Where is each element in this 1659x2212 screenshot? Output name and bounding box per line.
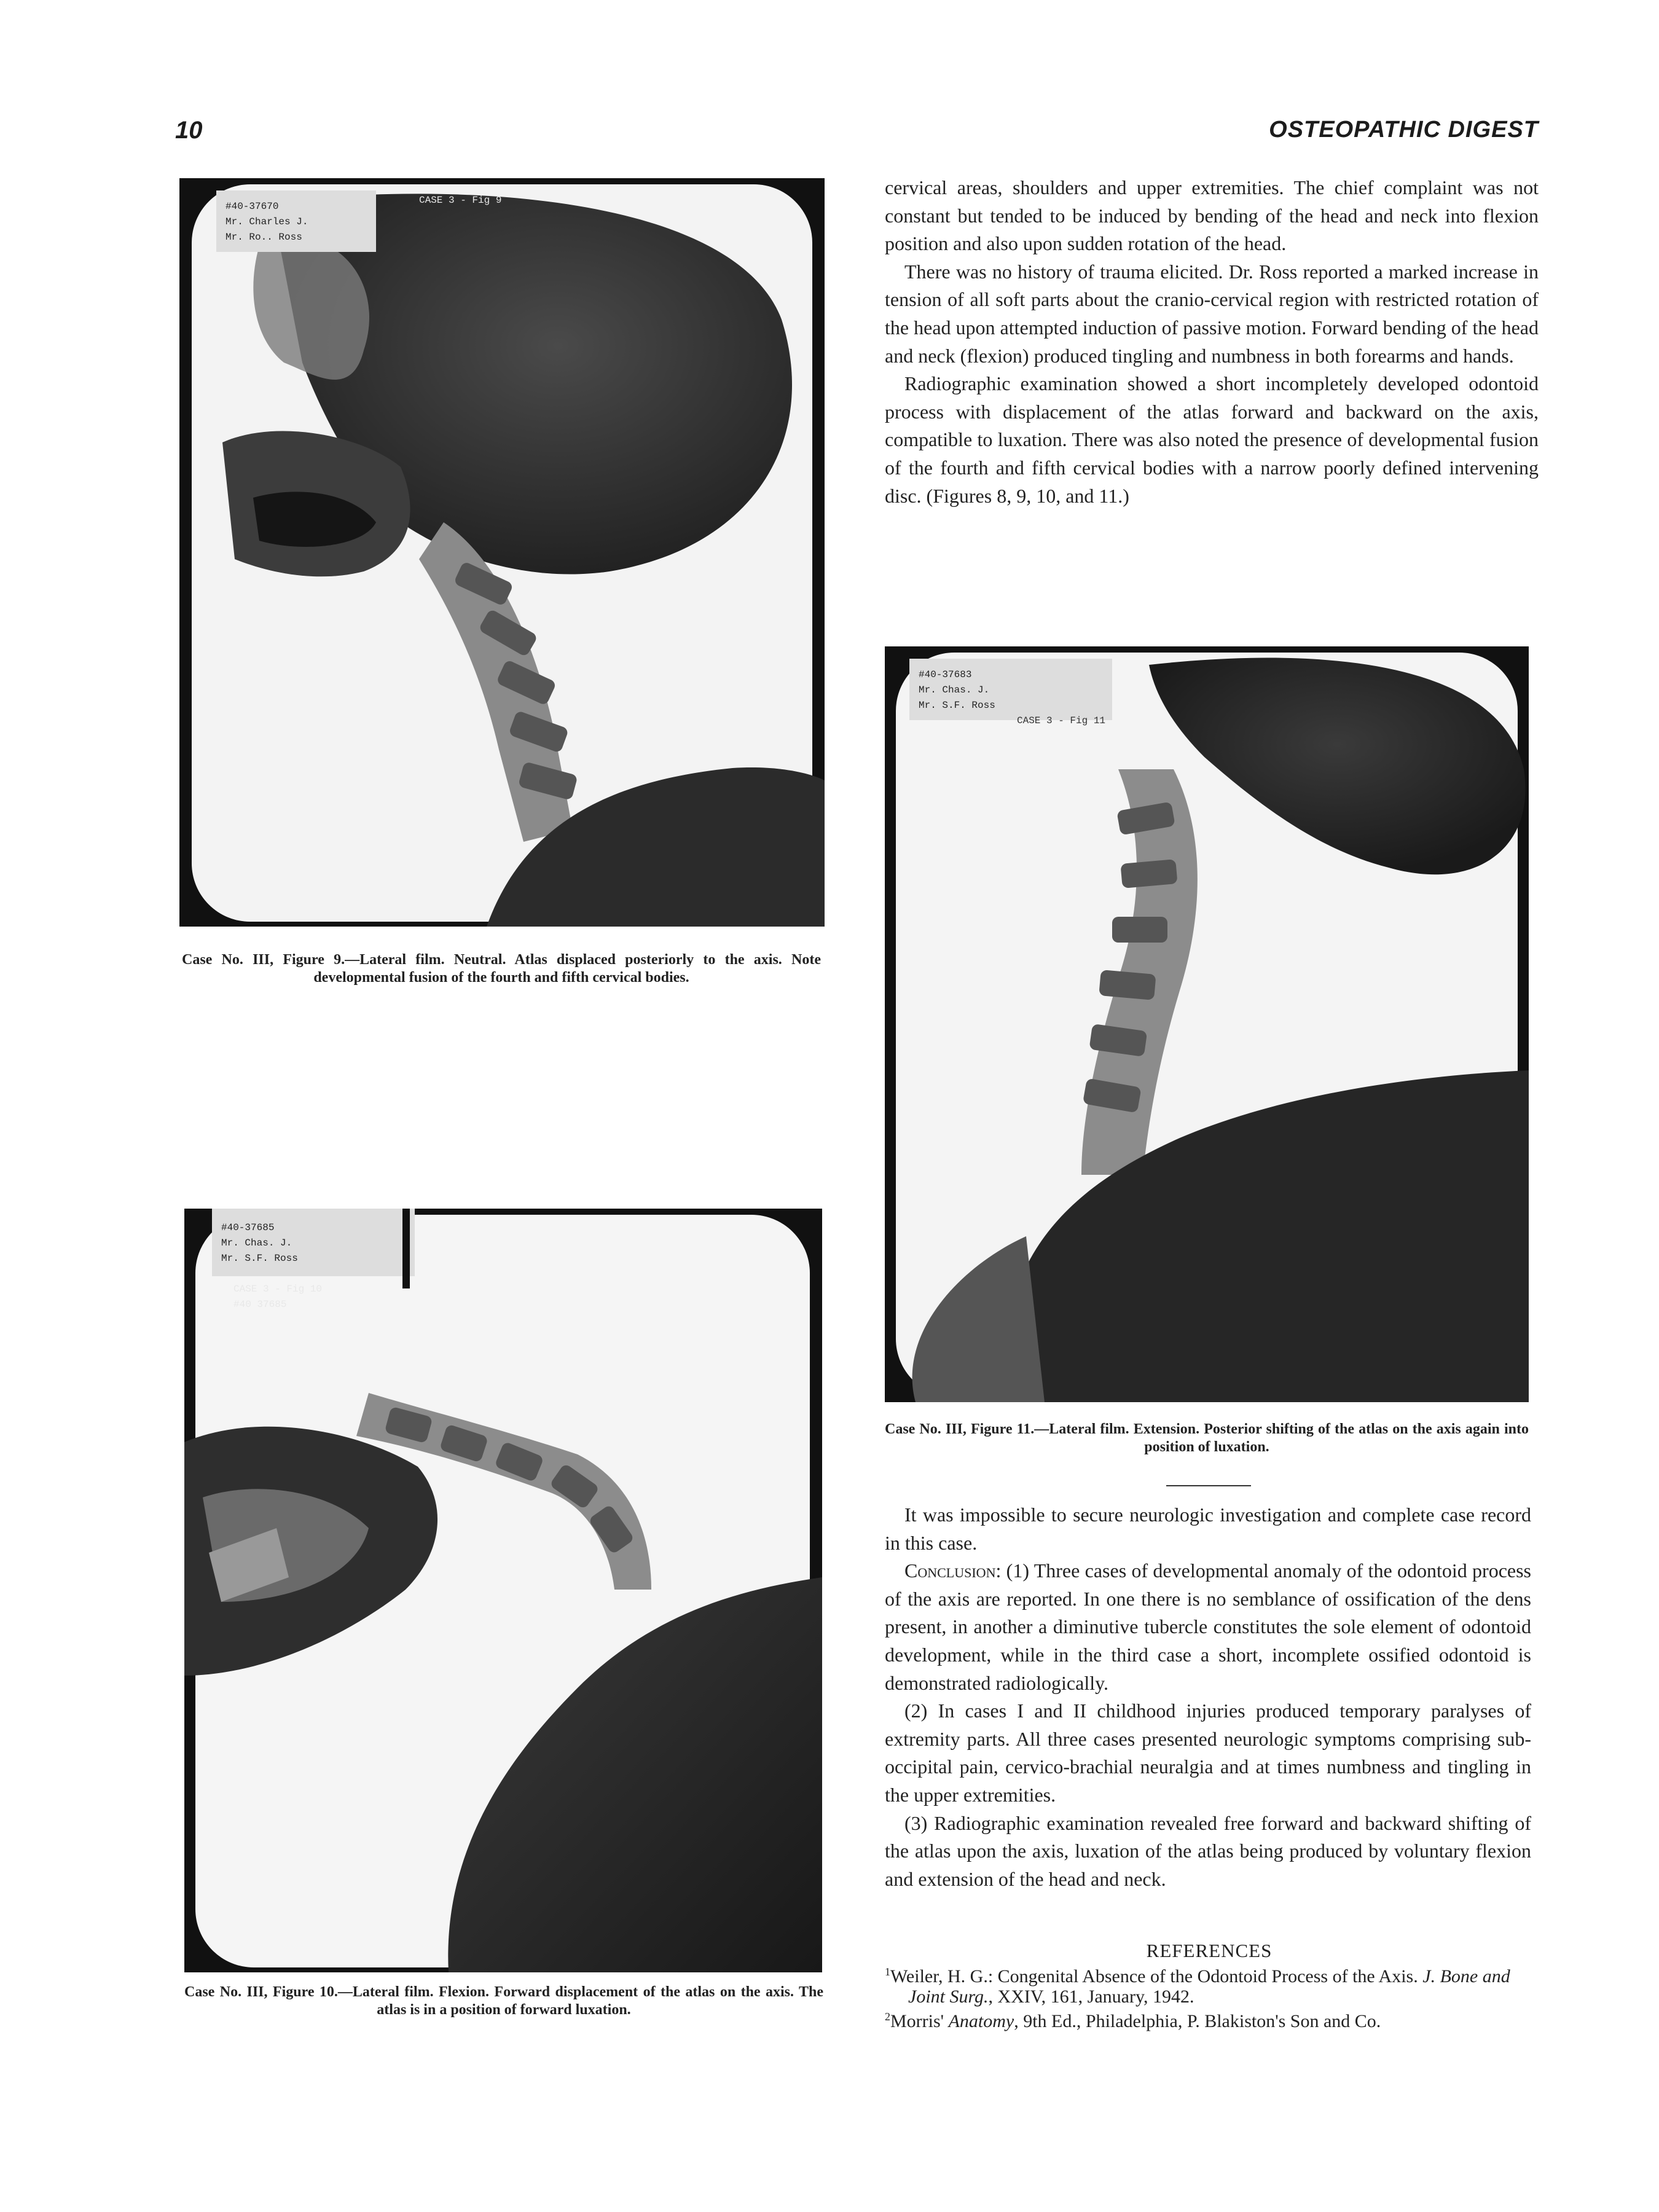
figure-11-label-line: Mr. S.F. Ross xyxy=(919,700,995,711)
paragraph: There was no history of trauma elicited. Dr. Ross reported a marked increase in tension of all soft parts about the cranio-cervical region with restricted rotation of the head upon attempted induction of passive motion. Forward bending of the head and neck (flexion) produced tingling and numbness in both forearms and hands. xyxy=(885,260,1539,367)
figure-9-label-line: Mr. Charles J. xyxy=(226,216,308,227)
figure-9-label-line: Mr. Ro.. Ross xyxy=(226,232,302,243)
figure-11-label-line: Mr. Chas. J. xyxy=(919,684,990,696)
figure-11-radiograph xyxy=(885,646,1529,1402)
running-title: OSTEOPATHIC DIGEST xyxy=(1269,117,1539,143)
page-number: 10 xyxy=(175,117,203,144)
figure-9-caption: Case No. III, Figure 9.—Lateral film. Neutral. Atlas displaced posteriorly to the axis. Note developmental fusion of the fourth and fifth cervical bodies. xyxy=(182,952,821,986)
figure-11-caption: Case No. III, Figure 11.—Lateral film. Extension. Posterior shifting of the atlas on the axis again into position of luxation. xyxy=(885,1421,1529,1455)
conclusion-paragraph xyxy=(885,1557,1531,1697)
paragraph: (3) Radiographic examination revealed free forward and backward shifting of the atlas upon the axis, luxation of the atlas being produced by voluntary flexion and extension of the head and neck. xyxy=(885,1811,1531,1890)
reference-journal: J. Bone and Joint Surg. xyxy=(908,1966,1510,2007)
figure-11-label-line: #40-37683 xyxy=(919,669,972,680)
reference-text: Weiler, H. G.: Congenital Absence of the Odontoid Process of the Axis. xyxy=(890,1966,1423,1986)
reference-text: Morris' xyxy=(890,2011,949,2031)
right-column-upper-text xyxy=(885,174,1539,510)
figure-10-label-line: #40-37685 xyxy=(221,1222,275,1233)
reference-entry xyxy=(885,2007,1534,2031)
reference-text: , XXIV, 161, January, 1942. xyxy=(988,1986,1194,2007)
section-divider xyxy=(1166,1485,1251,1486)
figure-11-marker: CASE 3 - Fig 11 xyxy=(1017,715,1106,726)
references xyxy=(885,1940,1534,2031)
figure-10-label-line: Mr. Chas. J. xyxy=(221,1237,292,1249)
reference-number: 1 xyxy=(885,1966,890,1978)
figure-10-marker-2: #40 37685 xyxy=(233,1299,287,1310)
figure-10-radiograph xyxy=(184,1209,822,1972)
reference-text: , 9th Ed., Philadelphia, P. Blakiston's Son and Co. xyxy=(1014,2011,1381,2031)
figure-9-radiograph xyxy=(179,178,825,927)
references-heading: REFERENCES xyxy=(1146,1940,1273,1961)
reference-number: 2 xyxy=(885,2010,890,2023)
reference-entry xyxy=(885,1962,1534,2007)
figure-9-marker: CASE 3 - Fig 9 xyxy=(419,195,502,206)
conclusion-text: (1) Three cases of developmental anomaly of the odontoid process of the axis are reported. In one there is no semblance of ossification of the dens present, in another a diminutive tubercle constitutes the sole element of odontoid development, while in the third case a short, incomplete ossified odontoid is demonstrated radiologically. xyxy=(885,1559,1532,1694)
paragraph: cervical areas, shoulders and upper extremities. The chief complaint was not constant but tended to be induced by bending of the head and neck into flexion position and also upon sudden rotation of the head. xyxy=(885,176,1539,255)
paragraph: (2) In cases I and II childhood injuries produced temporary paralyses of extremity parts. All three cases presented neurologic symptoms comprising sub-occipital pain, cervico-brachial neuralgia and at times numbness and tingling in the upper extremities. xyxy=(885,1700,1531,1806)
reference-book: Anatomy xyxy=(948,2011,1014,2031)
paragraph: It was impossible to secure neurologic investigation and complete case record in this case. xyxy=(885,1504,1531,1554)
figure-10-marker: CASE 3 - Fig 10 xyxy=(233,1284,323,1295)
figure-9-label-line: #40-37670 xyxy=(226,201,279,212)
right-column-lower-text xyxy=(885,1501,1531,1893)
paragraph: Radiographic examination showed a short incompletely developed odontoid process with displacement of the atlas forward and backward on the axis, compatible to luxation. There was also noted the presence of developmental fusion of the fourth and fifth cervical bodies with a narrow poorly defined intervening disc. (Figures 8, 9, 10, and 11.) xyxy=(885,372,1539,507)
conclusion-label: Conclusion: xyxy=(904,1559,1002,1582)
figure-10-label-line: Mr. S.F. Ross xyxy=(221,1253,298,1264)
figure-10-caption: Case No. III, Figure 10.—Lateral film. Flexion. Forward displacement of the atlas on the axis. The atlas is in a position of forward luxation. xyxy=(184,1984,823,2018)
